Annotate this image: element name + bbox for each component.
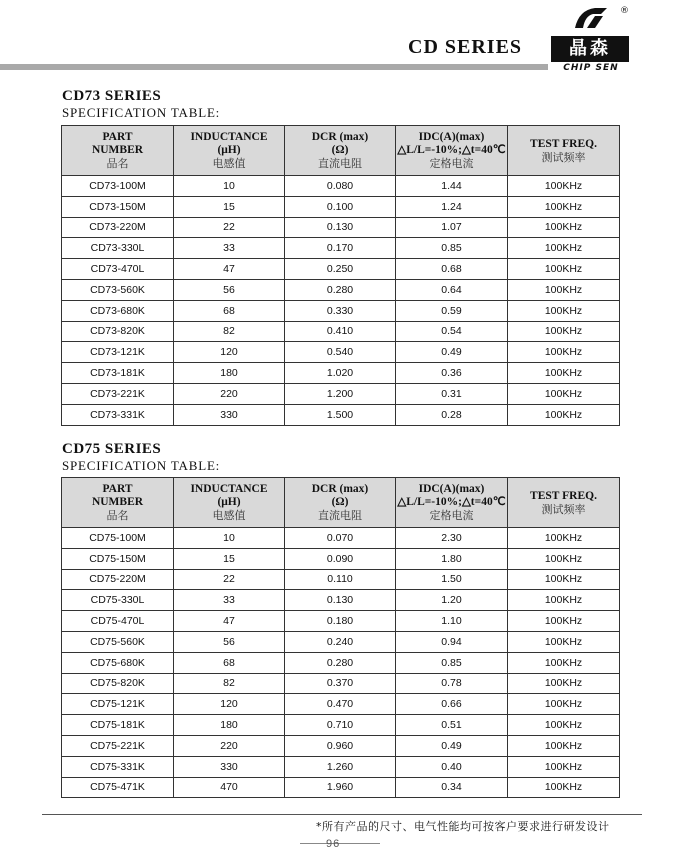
- cell-part: CD75-181K: [62, 715, 174, 736]
- cell-part: CD75-820K: [62, 673, 174, 694]
- table-row: [62, 548, 620, 569]
- cell-idc: 0.36: [396, 363, 508, 384]
- cell-freq: 100KHz: [508, 342, 620, 363]
- cell-dcr: 0.100: [285, 196, 396, 217]
- cell-part: CD75-100M: [62, 528, 174, 549]
- cell-freq: 100KHz: [508, 735, 620, 756]
- cell-freq: 100KHz: [508, 694, 620, 715]
- cell-part: CD73-181K: [62, 363, 174, 384]
- cell-ind: 180: [174, 715, 285, 736]
- table-row: [62, 217, 620, 238]
- cell-dcr: 1.200: [285, 383, 396, 404]
- cell-idc: 0.51: [396, 715, 508, 736]
- cell-part: CD73-220M: [62, 217, 174, 238]
- cell-freq: 100KHz: [508, 279, 620, 300]
- cell-ind: 47: [174, 611, 285, 632]
- cell-freq: 100KHz: [508, 196, 620, 217]
- cell-dcr: 1.020: [285, 363, 396, 384]
- table-row: [62, 238, 620, 259]
- col-dcr: DCR (max) (Ω) 直流电阻: [285, 478, 396, 528]
- cell-dcr: 1.500: [285, 404, 396, 425]
- table-row: [62, 735, 620, 756]
- cell-dcr: 0.130: [285, 217, 396, 238]
- cell-idc: 1.10: [396, 611, 508, 632]
- cell-freq: 100KHz: [508, 756, 620, 777]
- cell-idc: 0.28: [396, 404, 508, 425]
- col-freq: TEST FREQ. 测试频率: [508, 478, 620, 528]
- cell-part: CD73-560K: [62, 279, 174, 300]
- cell-part: CD73-820K: [62, 321, 174, 342]
- cell-idc: 0.66: [396, 694, 508, 715]
- cell-dcr: 0.280: [285, 652, 396, 673]
- page-title: CD SERIES: [408, 36, 523, 58]
- cell-dcr: 1.960: [285, 777, 396, 798]
- cell-freq: 100KHz: [508, 404, 620, 425]
- section-title: CD73 SERIES: [62, 88, 162, 104]
- col-part: PART NUMBER 品名: [62, 478, 174, 528]
- cell-idc: 0.85: [396, 652, 508, 673]
- cell-part: CD75-330L: [62, 590, 174, 611]
- cell-idc: 0.85: [396, 238, 508, 259]
- cell-ind: 56: [174, 279, 285, 300]
- logo-chinese: 晶森: [551, 36, 629, 62]
- col-inductance: INDUCTANCE (μH) 电感值: [174, 478, 285, 528]
- cell-idc: 1.24: [396, 196, 508, 217]
- table-row: [62, 363, 620, 384]
- cell-dcr: 1.260: [285, 756, 396, 777]
- cell-ind: 82: [174, 321, 285, 342]
- cell-freq: 100KHz: [508, 548, 620, 569]
- cell-ind: 15: [174, 548, 285, 569]
- cell-freq: 100KHz: [508, 321, 620, 342]
- table-row: [62, 404, 620, 425]
- cell-dcr: 0.410: [285, 321, 396, 342]
- cell-freq: 100KHz: [508, 715, 620, 736]
- cell-dcr: 0.090: [285, 548, 396, 569]
- col-inductance: INDUCTANCE (μH) 电感值: [174, 126, 285, 176]
- section-subtitle: SPECIFICATION TABLE:: [62, 105, 221, 120]
- cell-ind: 15: [174, 196, 285, 217]
- cell-part: CD75-470L: [62, 611, 174, 632]
- cell-part: CD75-331K: [62, 756, 174, 777]
- footer-note: *所有产品的尺寸、电气性能均可按客户要求进行研发设计: [316, 820, 610, 833]
- table-row: [62, 673, 620, 694]
- cell-idc: 1.50: [396, 569, 508, 590]
- cell-freq: 100KHz: [508, 590, 620, 611]
- cell-idc: 1.07: [396, 217, 508, 238]
- section-subtitle: SPECIFICATION TABLE:: [62, 458, 221, 473]
- cell-idc: 1.44: [396, 176, 508, 197]
- table-row: [62, 196, 620, 217]
- spec-table-cd73: [61, 125, 620, 426]
- cell-ind: 10: [174, 528, 285, 549]
- cell-idc: 0.49: [396, 342, 508, 363]
- cell-part: CD73-150M: [62, 196, 174, 217]
- cell-part: CD73-121K: [62, 342, 174, 363]
- cell-freq: 100KHz: [508, 383, 620, 404]
- cell-idc: 0.49: [396, 735, 508, 756]
- table-row: [62, 777, 620, 798]
- table-row: [62, 259, 620, 280]
- cell-freq: 100KHz: [508, 652, 620, 673]
- spec-table-cd75: [61, 477, 620, 798]
- cell-ind: 120: [174, 342, 285, 363]
- cell-ind: 82: [174, 673, 285, 694]
- cell-ind: 330: [174, 756, 285, 777]
- cell-freq: 100KHz: [508, 528, 620, 549]
- cell-part: CD73-100M: [62, 176, 174, 197]
- cell-ind: 180: [174, 363, 285, 384]
- cell-dcr: 0.280: [285, 279, 396, 300]
- table-row: [62, 631, 620, 652]
- cell-ind: 33: [174, 590, 285, 611]
- cell-dcr: 0.170: [285, 238, 396, 259]
- cell-ind: 470: [174, 777, 285, 798]
- table-row: [62, 279, 620, 300]
- cell-ind: 120: [174, 694, 285, 715]
- table-row: [62, 383, 620, 404]
- cell-part: CD73-330L: [62, 238, 174, 259]
- logo-emblem-icon: [573, 6, 609, 32]
- table-row: [62, 569, 620, 590]
- table-row: [62, 321, 620, 342]
- cell-freq: 100KHz: [508, 777, 620, 798]
- cell-idc: 1.20: [396, 590, 508, 611]
- cell-part: CD73-680K: [62, 300, 174, 321]
- cell-ind: 22: [174, 217, 285, 238]
- cell-ind: 68: [174, 652, 285, 673]
- table-row: [62, 715, 620, 736]
- cell-freq: 100KHz: [508, 673, 620, 694]
- cell-freq: 100KHz: [508, 259, 620, 280]
- cell-part: CD73-331K: [62, 404, 174, 425]
- cell-freq: 100KHz: [508, 217, 620, 238]
- cell-freq: 100KHz: [508, 176, 620, 197]
- cell-ind: 10: [174, 176, 285, 197]
- cell-freq: 100KHz: [508, 611, 620, 632]
- cell-dcr: 0.470: [285, 694, 396, 715]
- cell-idc: 0.34: [396, 777, 508, 798]
- cell-dcr: 0.180: [285, 611, 396, 632]
- brand-logo: [551, 6, 631, 72]
- table-row: [62, 342, 620, 363]
- cell-freq: 100KHz: [508, 363, 620, 384]
- cell-ind: 33: [174, 238, 285, 259]
- cell-idc: 0.40: [396, 756, 508, 777]
- cell-dcr: 0.960: [285, 735, 396, 756]
- cell-idc: 1.80: [396, 548, 508, 569]
- cell-idc: 0.54: [396, 321, 508, 342]
- cell-part: CD75-121K: [62, 694, 174, 715]
- cell-ind: 330: [174, 404, 285, 425]
- page-number: 96: [326, 838, 341, 850]
- table-row: [62, 590, 620, 611]
- cell-ind: 47: [174, 259, 285, 280]
- cell-part: CD75-560K: [62, 631, 174, 652]
- cell-dcr: 0.250: [285, 259, 396, 280]
- table-row: [62, 611, 620, 632]
- table-row: [62, 176, 620, 197]
- cell-idc: 0.59: [396, 300, 508, 321]
- cell-dcr: 0.710: [285, 715, 396, 736]
- cell-dcr: 0.540: [285, 342, 396, 363]
- table-row: [62, 694, 620, 715]
- cell-ind: 22: [174, 569, 285, 590]
- cell-part: CD73-221K: [62, 383, 174, 404]
- table-header-row: [62, 478, 620, 528]
- col-idc: IDC(A)(max) △L/L=-10%;△t=40℃ 定格电流: [396, 126, 508, 176]
- cell-freq: 100KHz: [508, 631, 620, 652]
- cell-part: CD75-150M: [62, 548, 174, 569]
- cell-part: CD75-680K: [62, 652, 174, 673]
- cell-dcr: 0.240: [285, 631, 396, 652]
- cell-part: CD75-221K: [62, 735, 174, 756]
- table-row: [62, 756, 620, 777]
- cell-idc: 2.30: [396, 528, 508, 549]
- cell-freq: 100KHz: [508, 238, 620, 259]
- cell-freq: 100KHz: [508, 300, 620, 321]
- cell-dcr: 0.080: [285, 176, 396, 197]
- registered-mark: ®: [620, 6, 629, 16]
- cell-part: CD75-220M: [62, 569, 174, 590]
- cell-dcr: 0.370: [285, 673, 396, 694]
- logo-text: CHIP SEN: [563, 63, 619, 73]
- cell-ind: 56: [174, 631, 285, 652]
- footer-divider: [42, 814, 642, 815]
- cell-idc: 0.78: [396, 673, 508, 694]
- cell-dcr: 0.130: [285, 590, 396, 611]
- col-dcr: DCR (max) (Ω) 直流电阻: [285, 126, 396, 176]
- cell-dcr: 0.070: [285, 528, 396, 549]
- table-row: [62, 652, 620, 673]
- cell-idc: 0.68: [396, 259, 508, 280]
- table-header-row: [62, 126, 620, 176]
- table-row: [62, 300, 620, 321]
- cell-idc: 0.64: [396, 279, 508, 300]
- cell-part: CD73-470L: [62, 259, 174, 280]
- cell-dcr: 0.110: [285, 569, 396, 590]
- col-idc: IDC(A)(max) △L/L=-10%;△t=40℃ 定格电流: [396, 478, 508, 528]
- cell-idc: 0.94: [396, 631, 508, 652]
- cell-ind: 68: [174, 300, 285, 321]
- cell-freq: 100KHz: [508, 569, 620, 590]
- col-freq: TEST FREQ. 测试频率: [508, 126, 620, 176]
- cell-dcr: 0.330: [285, 300, 396, 321]
- section-title: CD75 SERIES: [62, 441, 162, 457]
- col-part: PART NUMBER 品名: [62, 126, 174, 176]
- cell-ind: 220: [174, 383, 285, 404]
- cell-ind: 220: [174, 735, 285, 756]
- cell-part: CD75-471K: [62, 777, 174, 798]
- cell-idc: 0.31: [396, 383, 508, 404]
- table-row: [62, 528, 620, 549]
- header-bar: [0, 64, 548, 70]
